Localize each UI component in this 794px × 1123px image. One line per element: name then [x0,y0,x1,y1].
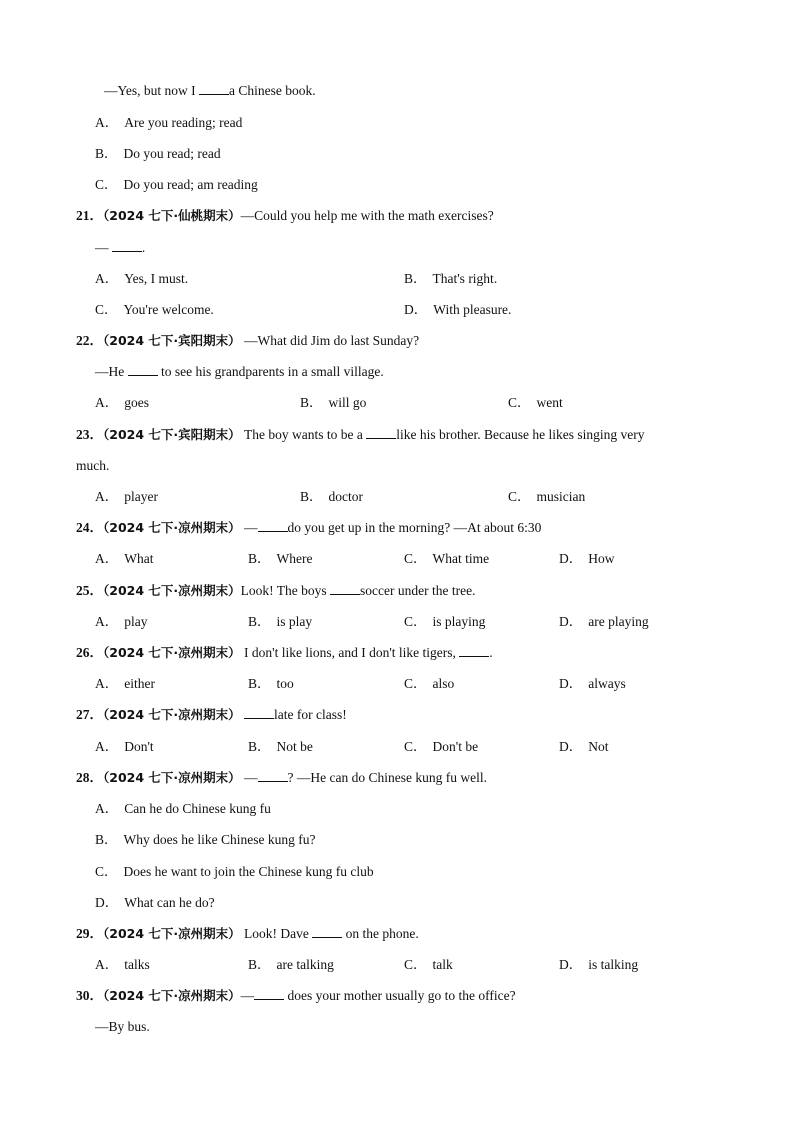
answer-blank [112,239,142,252]
questions-9-stem_pre: — [240,988,255,1003]
questions-6-options-2-text: Don't be [432,739,479,754]
questions-5-options-1-label: B． [248,676,271,691]
questions-1-options-1-label: B． [300,395,323,410]
q21-option-d [404,301,511,319]
questions-4-options-0-text: play [124,614,148,629]
questions-2-num: 23． [76,427,103,442]
questions-7-options-0-text: Can he do Chinese kung fu [124,801,271,816]
questions-9-stem_post: does your mother usually go to the office? [287,988,516,1003]
q25-option-a [95,613,148,631]
q26-option-b [248,675,294,693]
questions-5-options-0-text: either [124,676,155,691]
questions-1-options-2-label: C． [508,395,531,410]
q23-option-b [300,488,363,506]
questions-4-stem_pre: Look! The boys [240,583,327,598]
answer-blank [459,644,489,657]
q22-option-b [300,394,366,412]
option-c [95,176,258,194]
questions-8-options-1-label: B． [248,957,271,972]
questions-8-stem_post: on the phone. [345,926,419,941]
question-22-answer-line [95,363,384,381]
q25-option-b [248,613,312,631]
questions-2-line2_cont: much. [76,458,110,473]
questions-4-options-1-label: B． [248,614,271,629]
questions-0-stem_pre: —Could you help me with the math exercises? [240,208,494,223]
answer-blank [254,987,284,1000]
questions-7-src: （2024 七下·凉州期末） [103,770,241,785]
q24-option-d [559,550,615,568]
questions-2-options-1-label: B． [300,489,323,504]
questions-6-options-3-label: D． [559,739,583,754]
questions-2-options-1-text: doctor [328,489,364,504]
questions-1-options-2-text: went [536,395,563,410]
questions-8-options-3-label: D． [559,957,583,972]
q23-option-a [95,488,158,506]
questions-7-options-2-text: Does he want to join the Chinese kung fu club [123,864,374,879]
questions-5-stem_post: . [489,645,493,660]
continuation-options-1-label: B． [95,146,118,161]
questions-0-options-1-text: That's right. [432,271,498,286]
q28-option-c [95,863,374,881]
questions-0-options-3-text: With pleasure. [433,302,512,317]
questions-2-stem_post: like his brother. Because he likes singing very [396,427,645,442]
option-a [95,114,242,132]
questions-7-stem_post: ? —He can do Chinese kung fu well. [287,770,487,785]
q29-option-d [559,956,638,974]
questions-3-stem_post: do you get up in the morning? —At about 6:30 [287,520,542,535]
questions-6-stem_post: late for class! [274,707,347,722]
questions-5-src: （2024 七下·凉州期末） [103,645,241,660]
q27-option-a [95,738,154,756]
questions-5-stem_pre: I don't like lions, and I don't like tigers, [244,645,456,660]
questions-0-options-1-label: B． [404,271,427,286]
question-30-answer-line [95,1018,150,1036]
q21-option-c [95,301,214,319]
questions-8-num: 29． [76,926,103,941]
questions-3-options-0-text: What [124,551,154,566]
questions-3-options-0-label: A． [95,551,119,566]
q29-option-c [404,956,453,974]
questions-0-line2_pre: — [95,240,109,255]
questions-3-options-2-label: C． [404,551,427,566]
option-b [95,145,221,163]
continuation-options-2-text: Do you read; am reading [123,177,258,192]
questions-7-stem_pre: — [244,770,258,785]
questions-5-options-2-label: C． [404,676,427,691]
questions-7-options-0-label: A． [95,801,119,816]
questions-3-options-2-text: What time [432,551,490,566]
q22-option-a [95,394,149,412]
questions-8-src: （2024 七下·凉州期末） [103,926,241,941]
questions-0-options-3-label: D． [404,302,428,317]
questions-0-options-0-label: A． [95,271,119,286]
questions-8-options-1-text: are talking [276,957,334,972]
questions-5-options-1-text: too [276,676,294,691]
questions-2-options-2-label: C． [508,489,531,504]
question-30-stem [76,987,516,1005]
questions-2-options-0-text: player [124,489,158,504]
q26-option-d [559,675,626,693]
questions-4-options-3-label: D． [559,614,583,629]
questions-1-options-0-text: goes [124,395,149,410]
questions-3-options-3-label: D． [559,551,583,566]
questions-7-options-3-text: What can he do? [124,895,215,910]
answer-blank [366,426,396,439]
answer-blank [258,519,288,532]
question-21-stem [76,207,494,225]
questions-7-options-2-label: C． [95,864,118,879]
q25-option-c [404,613,485,631]
questions-8-options-0-label: A． [95,957,119,972]
answer-blank [199,82,229,95]
questions-1-src: （2024 七下·宾阳期末） [103,333,241,348]
question-24-stem [76,519,541,537]
q29-option-a [95,956,150,974]
q21-option-b [404,270,497,288]
answer-blank [128,363,158,376]
questions-8-options-2-label: C． [404,957,427,972]
questions-0-options-2-text: You're welcome. [123,302,214,317]
questions-6-options-0-text: Don't [124,739,154,754]
q27-option-d [559,738,609,756]
questions-2-stem_pre: The boy wants to be a [244,427,363,442]
q26-option-c [404,675,454,693]
questions-0-num: 21． [76,208,103,223]
questions-4-src: （2024 七下·凉州期末） [103,583,241,598]
questions-0-line2_post: . [141,240,146,255]
questions-7-options-3-label: D． [95,895,119,910]
q23-option-c [508,488,585,506]
questions-6-options-3-text: Not [588,739,609,754]
question-23-stem [76,426,644,444]
questions-5-options-0-label: A． [95,676,119,691]
q21-option-a [95,270,188,288]
questions-1-options-0-label: A． [95,395,119,410]
question-27-stem [76,706,347,724]
q26-option-a [95,675,155,693]
answer-blank [312,925,342,938]
questions-1-line2_post: to see his grandparents in a small village. [161,364,384,379]
questions-4-stem_post: soccer under the tree. [360,583,476,598]
answer-blank [244,706,274,719]
q27-option-b [248,738,313,756]
questions-9-src: （2024 七下·凉州期末） [103,988,241,1003]
questions-2-src: （2024 七下·宾阳期末） [103,427,241,442]
questions-3-src: （2024 七下·凉州期末） [103,520,241,535]
questions-0-src: （2024 七下·仙桃期末） [103,208,241,223]
prev-question-answer-line [104,82,316,100]
questions-3-stem_pre: — [244,520,258,535]
questions-4-options-0-label: A． [95,614,119,629]
q25-option-d [559,613,649,631]
questions-8-stem_pre: Look! Dave [244,926,309,941]
continuation-options-0-text: Are you reading; read [124,115,243,130]
q28-option-a [95,800,271,818]
questions-9-num: 30． [76,988,103,1003]
questions-4-options-2-label: C． [404,614,427,629]
questions-4-num: 25． [76,583,103,598]
questions-6-num: 27． [76,707,103,722]
questions-6-options-0-label: A． [95,739,119,754]
q24-option-b [248,550,313,568]
questions-2-options-0-label: A． [95,489,119,504]
answer-blank [330,582,360,595]
questions-6-options-2-label: C． [404,739,427,754]
questions-7-options-1-label: B． [95,832,118,847]
questions-6-options-1-label: B． [248,739,271,754]
q24-option-c [404,550,489,568]
questions-9-line2_cont: —By bus. [95,1019,150,1034]
questions-2-options-2-text: musician [536,489,586,504]
questions-1-stem_pre: —What did Jim do last Sunday? [244,333,420,348]
questions-7-options-1-text: Why does he like Chinese kung fu? [123,832,316,847]
questions-6-options-1-text: Not be [276,739,313,754]
question-29-stem [76,925,419,943]
questions-1-options-1-text: will go [328,395,367,410]
questions-5-options-2-text: also [432,676,455,691]
questions-8-options-0-text: talks [124,957,150,972]
questions-3-num: 24． [76,520,103,535]
questions-7-num: 28． [76,770,103,785]
questions-4-options-1-text: is play [276,614,313,629]
question-21-answer-line [95,239,145,257]
questions-3-options-1-label: B． [248,551,271,566]
q29-option-b [248,956,334,974]
questions-4-options-2-text: is playing [432,614,486,629]
q24-option-a [95,550,154,568]
questions-0-options-0-text: Yes, I must. [124,271,189,286]
questions-0-options-2-label: C． [95,302,118,317]
question-25-stem [76,582,475,600]
q22-option-c [508,394,563,412]
questions-8-options-3-text: is talking [588,957,639,972]
questions-1-num: 22． [76,333,103,348]
continuation-options-0-label: A． [95,115,119,130]
questions-6-src: （2024 七下·凉州期末） [103,707,241,722]
questions-3-options-3-text: How [588,551,615,566]
continuation-options-2-label: C． [95,177,118,192]
q28-option-d [95,894,215,912]
questions-5-num: 26． [76,645,103,660]
continuation-answer_post: a Chinese book. [229,83,316,98]
question-23-stem-cont [76,457,109,475]
q27-option-c [404,738,478,756]
questions-1-line2_pre: —He [95,364,125,379]
continuation-answer_pre: —Yes, but now I [104,83,196,98]
question-22-stem [76,332,419,350]
questions-4-options-3-text: are playing [588,614,649,629]
question-28-stem [76,769,487,787]
questions-8-options-2-text: talk [432,957,453,972]
questions-3-options-1-text: Where [276,551,313,566]
questions-5-options-3-label: D． [559,676,583,691]
question-26-stem [76,644,493,662]
continuation-options-1-text: Do you read; read [123,146,221,161]
q28-option-b [95,831,315,849]
questions-5-options-3-text: always [588,676,626,691]
answer-blank [258,769,288,782]
